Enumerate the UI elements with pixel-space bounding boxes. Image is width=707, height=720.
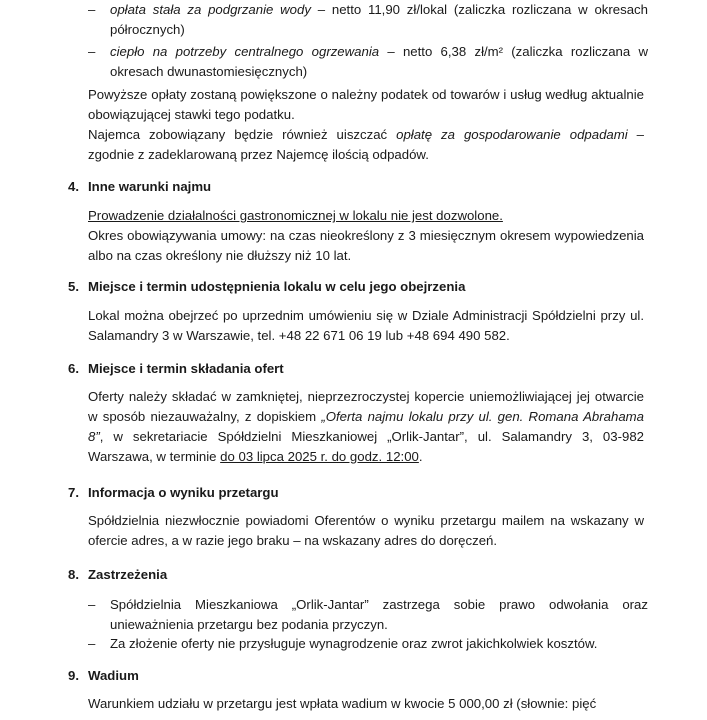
fee-name: ciepło na potrzeby centralnego ogrzewania [110,44,380,59]
viewing-info: Lokal można obejrzeć po uprzednim umówieniu się w Dziale Administracji Spółdzielni przy ul. Salamandry 3 w Warszawie, tel. +48 22 671 06 19 lub +48 694 490 582. [88,308,644,343]
vat-note: Powyższe opłaty zostaną powiększone o należny podatek od towarów i usług według aktualnie obowiązującej stawki tego podatku. [88,87,644,122]
fee-bullet-hot-water [88,0,648,40]
result-info: Spółdzielnia niezwłocznie powiadomi Oferentów o wyniku przetargu mailem na wskazany w ofercie adres, a w razie jego braku – na wskazany adres do doręczeń. [88,513,644,548]
section-8-heading: 8. Zastrzeżenia [68,567,168,582]
section-6-heading: 6. Miejsce i termin składania ofert [68,361,284,376]
deposit-info: Warunkiem udziału w przetargu jest wpłata wadium w kwocie 5 000,00 zł (słownie: pięć [88,696,597,711]
section-4-heading: 4. Inne warunki najmu [68,179,212,194]
fees-paragraph [88,85,644,165]
fee-bullet-heating [88,42,648,82]
offer-submission: Oferty należy składać w zamkniętej, nieprzezroczystej kopercie uniemożliwiającej jej otwarcie w sposób niezauważalny, z dopiskiem „Oferta najmu lokalu przy ul. gen. Romana Abrahama 8”, w sekretariacie Spółdzielni Mieszkaniowej „Orlik-Jantar”, ul. Salamandry 3, 03-982 Warszawa, w terminie do 03 lipca 2025 r. do godz. 12:00. [88,389,644,464]
deadline: do 03 lipca 2025 r. do godz. 12:00 [220,449,419,464]
bullet-dash: – [88,44,96,59]
reservation-bullet-2: – Za złożenie oferty nie przysługuje wynagrodzenie oraz zwrot jakichkolwiek kosztów. [88,636,598,651]
lease-term: Okres obowiązywania umowy: na czas nieokreślony z 3 miesięcznym okresem wypowiedzenia albo na czas określony nie dłuższy niż 10 lat. [88,228,644,263]
bullet-dash: – [88,2,96,17]
section-7-body [88,511,644,551]
fee-detail: – netto 6,38 zł/m² (zaliczka rozliczana w okresach dwunastomiesięcznych) [110,44,648,79]
gastronomy-restriction: Prowadzenie działalności gastronomicznej w lokalu nie jest dozwolone. [88,208,503,223]
section-6-body [88,387,644,467]
section-9-body [88,694,644,720]
reservation-bullet-1: – Spółdzielnia Mieszkaniowa „Orlik-Jantar” zastrzega sobie prawo odwołania oraz unieważnienia przetargu bez podania przyczyn. [88,597,648,632]
section-9-heading: 9. Wadium [68,668,139,683]
fee-detail: – netto 11,90 zł/lokal (zaliczka rozliczana w okresach półrocznych) [110,2,648,37]
section-4-body [88,206,644,266]
section-7-heading: 7. Informacja o wyniku przetargu [68,485,279,500]
fee-name: opłata stała za podgrzanie wody [110,2,311,17]
section-5-heading: 5. Miejsce i termin udostępnienia lokalu w celu jego obejrzenia [68,279,466,294]
waste-fee-note: Najemca zobowiązany będzie również uiszczać opłatę za gospodarowanie odpadami – zgodnie z zadeklarowaną przez Najemcę ilością odpadów. [88,127,644,162]
section-5-body [88,306,644,346]
